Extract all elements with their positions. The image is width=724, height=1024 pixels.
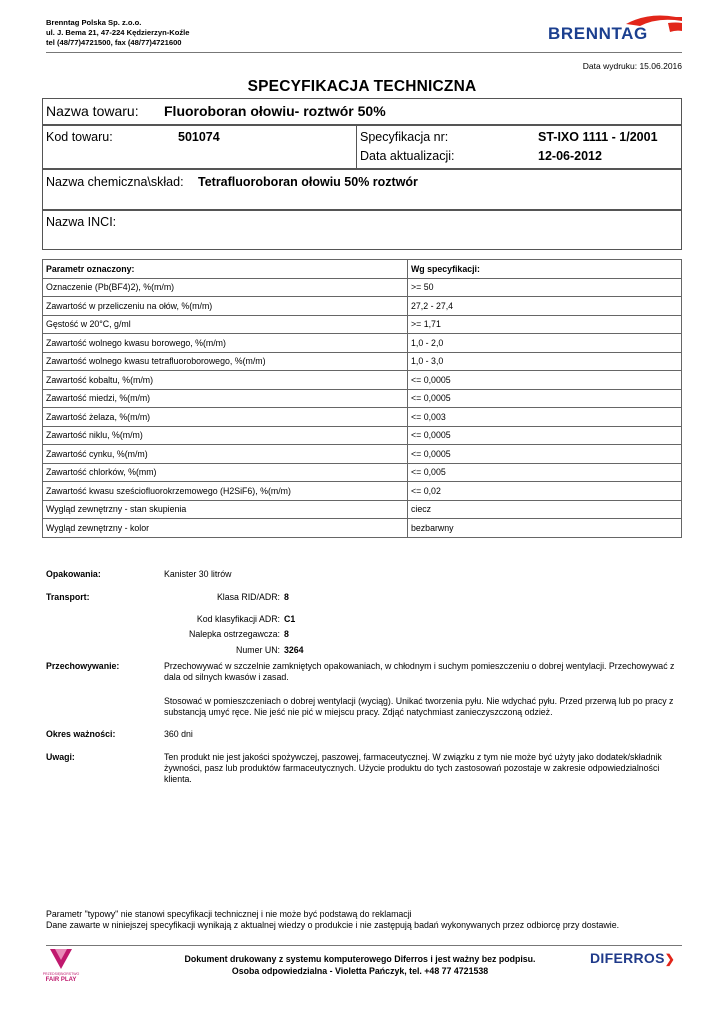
document-info (100, 953, 620, 977)
header-divider (46, 52, 682, 53)
parameter-name-cell: Gęstość w 20°C, g/ml (43, 315, 408, 334)
storage-text-1: Przechowywać w szczelnie zamkniętych opakowaniach, w chłodnym i suchym pomieszczeniu o dobrej wentylacji. Przechowywać z dala od silnych kwasów i zasad. (164, 661, 675, 682)
parameter-name-cell: Zawartość wolnego kwasu tetrafluoroborowego, %(m/m) (43, 352, 408, 371)
update-date-label: Data aktualizacji: (360, 149, 455, 163)
print-date: Data wydruku: 15.06.2016 (582, 61, 682, 71)
parameter-name-cell: Zawartość cynku, %(m/m) (43, 445, 408, 464)
product-code-box (42, 125, 682, 169)
adr-code-label: Kod klasyfikacji ADR: (196, 614, 280, 624)
table-header-row (43, 260, 682, 279)
rid-class-label: Klasa RID/ADR: (216, 592, 280, 602)
fair-play-text: FAIR PLAY (45, 977, 77, 983)
table-row (43, 445, 682, 464)
table-row (43, 352, 682, 371)
packaging-label: Opakowania: (46, 569, 101, 579)
spec-number-label: Specyfikacja nr: (360, 130, 449, 144)
inci-name-box (42, 210, 682, 250)
specification-value-cell: 1,0 - 3,0 (408, 352, 682, 371)
table-row (43, 297, 682, 316)
company-info (46, 18, 190, 48)
parameter-name-cell: Wygląd zewnętrzny - kolor (43, 519, 408, 538)
product-code-value: 501074 (178, 130, 220, 144)
table-row (43, 389, 682, 408)
remarks-text: Ten produkt nie jest jakości spożywczej, paszowej, farmaceutycznej. W związku z tym nie może być użyty jako dodatek/składnik żywności, pasz lub produktów farmaceutycznych. Użycie produktu do tych zastosowań pozostaje w zakresie odpowiedzialności klienta. (164, 752, 662, 784)
parameter-name-cell: Zawartość w przeliczeniu na ołów, %(m/m) (43, 297, 408, 316)
footer-divider (46, 945, 682, 946)
un-number-row (160, 645, 304, 655)
rid-class-row (160, 592, 289, 602)
brenntag-logo-text: BRENNTAG (548, 24, 648, 43)
table-row (43, 408, 682, 427)
table-row (43, 482, 682, 501)
diferros-logo (590, 950, 675, 966)
table-row (43, 426, 682, 445)
table-row (43, 334, 682, 353)
specification-value-cell: <= 0,02 (408, 482, 682, 501)
packaging-value: Kanister 30 litrów (164, 569, 232, 579)
specification-value-cell: <= 0,0005 (408, 426, 682, 445)
footer-note-data: Dane zawarte w niniejszej specyfikacji wynikają z aktualnej wiedzy o produkcie i nie zastępują badań wykonywanych przez odbiorcę przy dostawie. (46, 920, 620, 930)
table-row (43, 463, 682, 482)
remarks-label: Uwagi: (46, 752, 75, 762)
chemical-name-label: Nazwa chemiczna\skład: (46, 175, 184, 189)
parameter-name-cell: Zawartość żelaza, %(m/m) (43, 408, 408, 427)
adr-code-value: C1 (284, 614, 296, 624)
parameter-name-cell: Zawartość miedzi, %(m/m) (43, 389, 408, 408)
specification-value-cell: >= 50 (408, 278, 682, 297)
column-header-specification: Wg specyfikacji: (408, 260, 682, 279)
column-header-parameter: Parametr oznaczony: (43, 260, 408, 279)
warning-sticker-row (160, 629, 289, 639)
specification-value-cell: <= 0,0005 (408, 371, 682, 390)
inci-name-label: Nazwa INCI: (46, 215, 117, 229)
chemical-name-box (42, 169, 682, 210)
un-number-value: 3264 (284, 645, 304, 655)
validity-value: 360 dni (164, 729, 193, 739)
company-phone: tel (48/77)4721500, fax (48/77)4721600 (46, 38, 182, 47)
fair-play-caption: PRZEDSIĘBIORSTWO (42, 972, 80, 976)
specification-value-cell: bezbarwny (408, 519, 682, 538)
company-name: Brenntag Polska Sp. z.o.o. (46, 18, 142, 27)
company-address: ul. J. Bema 21, 47-224 Kędzierzyn-Koźle (46, 28, 190, 37)
brenntag-logo (548, 14, 682, 44)
parameter-name-cell: Wygląd zewnętrzny - stan skupienia (43, 500, 408, 519)
table-row (43, 500, 682, 519)
specification-value-cell: 27,2 - 27,4 (408, 297, 682, 316)
product-name-value: Fluoroboran ołowiu- roztwór 50% (164, 103, 386, 119)
un-number-label: Numer UN: (236, 645, 280, 655)
table-row (43, 371, 682, 390)
chemical-name-value: Tetrafluoroboran ołowiu 50% roztwór (198, 175, 418, 189)
product-code-label: Kod towaru: (46, 130, 113, 144)
specification-value-cell: <= 0,0005 (408, 389, 682, 408)
specification-value-cell: <= 0,005 (408, 463, 682, 482)
responsible-person-line: Osoba odpowiedzialna - Violetta Pańczyk, tel. +48 77 4721538 (231, 966, 489, 976)
table-row (43, 519, 682, 538)
spec-number-value: ST-IXO 1111 - 1/2001 (538, 130, 658, 144)
rid-class-value: 8 (284, 592, 289, 602)
parameter-name-cell: Zawartość niklu, %(m/m) (43, 426, 408, 445)
specification-value-cell: <= 0,003 (408, 408, 682, 427)
specification-value-cell: >= 1,71 (408, 315, 682, 334)
parameter-name-cell: Zawartość wolnego kwasu borowego, %(m/m) (43, 334, 408, 353)
specification-value-cell: 1,0 - 2,0 (408, 334, 682, 353)
update-date-value: 12-06-2012 (538, 149, 602, 163)
parameters-table (42, 259, 682, 538)
validity-label: Okres ważności: (46, 729, 116, 739)
adr-code-row (160, 614, 295, 624)
storage-text-2: Stosować w pomieszczeniach o dobrej wentylacji (wyciąg). Unikać tworzenia pyłu. Nie wdychać pyłu. Przed przerwą lub po pracy z substancją umyć ręce. Nie jeść nie pić w miejscu pracy. Zdjąć natychmiast zanieczyszczoną odzież. (164, 696, 674, 717)
warning-sticker-label: Nalepka ostrzegawcza: (189, 629, 280, 639)
parameter-name-cell: Zawartość kobaltu, %(m/m) (43, 371, 408, 390)
warning-sticker-value: 8 (284, 629, 289, 639)
footer-note-typical: Parametr "typowy" nie stanowi specyfikacji technicznej i nie może być podstawą do reklamacji (46, 909, 412, 919)
diferros-arrow-icon: ❯ (664, 952, 676, 966)
storage-label: Przechowywanie: (46, 661, 120, 671)
parameter-name-cell: Zawartość kwasu sześciofluorokrzemowego (H2SiF6), %(m/m) (43, 482, 408, 501)
page-title: SPECYFIKACJA TECHNICZNA (247, 78, 477, 95)
diferros-logo-text: DIFERROS (590, 950, 665, 966)
transport-label: Transport: (46, 592, 90, 602)
specification-value-cell: <= 0,0005 (408, 445, 682, 464)
document-validity-line: Dokument drukowany z systemu komputerowego Diferros i jest ważny bez podpisu. (184, 954, 536, 964)
parameter-name-cell: Zawartość chlorków, %(mm) (43, 463, 408, 482)
product-name-box (42, 98, 682, 125)
footer-notes (46, 909, 686, 931)
table-row (43, 315, 682, 334)
parameter-name-cell: Oznaczenie (Pb(BF4)2), %(m/m) (43, 278, 408, 297)
specification-value-cell: ciecz (408, 500, 682, 519)
table-row (43, 278, 682, 297)
product-name-label: Nazwa towaru: (46, 103, 139, 119)
